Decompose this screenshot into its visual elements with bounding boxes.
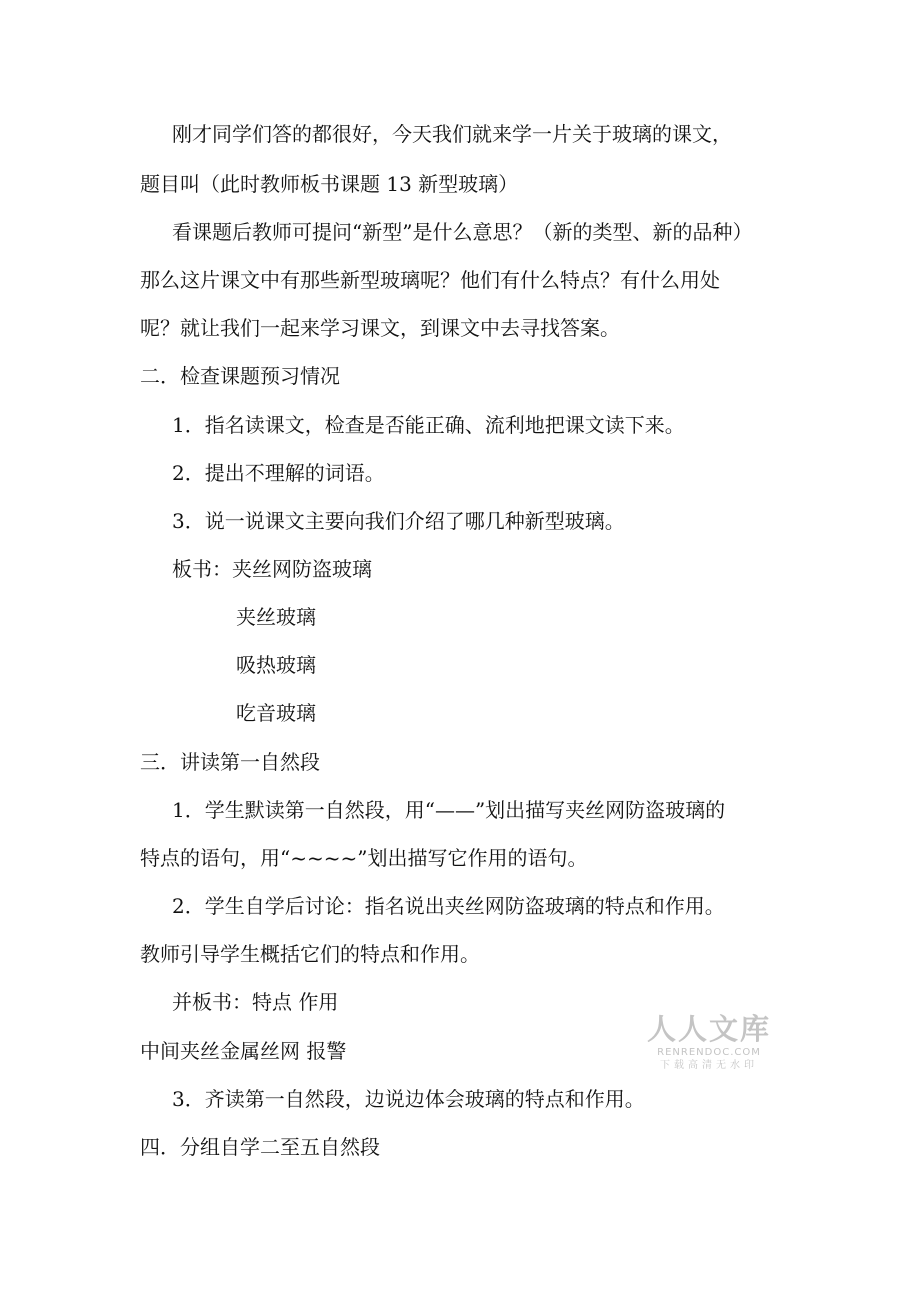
list-item: 2．提出不理解的词语。 xyxy=(172,461,385,485)
blackboard-note-item: 吸热玻璃 xyxy=(236,653,316,677)
paragraph-line: 教师引导学生概括它们的特点和作用。 xyxy=(140,942,480,966)
list-item: 3．说一说课文主要向我们介绍了哪几种新型玻璃。 xyxy=(172,509,625,533)
paragraph-line: 题目叫（此时教师板书课题 13 新型玻璃） xyxy=(140,172,519,196)
paragraph-line: 呢？就让我们一起来学习课文，到课文中去寻找答案。 xyxy=(140,316,620,340)
blackboard-note: 并板书：特点 作用 xyxy=(172,990,339,1014)
section-heading: 二．检查课题预习情况 xyxy=(140,364,340,388)
watermark xyxy=(646,1012,772,1072)
list-item: 1．学生默读第一自然段，用“——”划出描写夹丝网防盗玻璃的 xyxy=(172,798,726,822)
paragraph-line: 看课题后教师可提问“新型”是什么意思？（新的类型、新的品种） xyxy=(172,220,753,244)
section-heading: 三．讲读第一自然段 xyxy=(140,750,320,774)
watermark-title: 人人文库 xyxy=(646,1012,771,1046)
paragraph-line: 那么这片课文中有那些新型玻璃呢？他们有什么特点？有什么用处 xyxy=(140,268,720,292)
paragraph-line: 刚才同学们答的都很好，今天我们就来学一片关于玻璃的课文， xyxy=(172,122,732,146)
section-heading: 四．分组自学二至五自然段 xyxy=(140,1135,380,1159)
watermark-domain: RENRENDOC.COM xyxy=(657,1047,761,1058)
paragraph-line: 特点的语句，用“~~~~”划出描写它作用的语句。 xyxy=(140,846,588,870)
list-item: 1．指名读课文，检查是否能正确、流利地把课文读下来。 xyxy=(172,413,685,437)
blackboard-note: 板书：夹丝网防盗玻璃 xyxy=(172,557,372,581)
watermark-tagline: 下载高清无水印 xyxy=(660,1060,758,1071)
list-item: 3．齐读第一自然段，边说边体会玻璃的特点和作用。 xyxy=(172,1087,645,1111)
blackboard-note-item: 夹丝玻璃 xyxy=(236,605,316,629)
list-item: 2．学生自学后讨论：指名说出夹丝网防盗玻璃的特点和作用。 xyxy=(172,894,725,918)
blackboard-note-item: 中间夹丝金属丝网 报警 xyxy=(140,1039,347,1063)
blackboard-note-item: 吃音玻璃 xyxy=(236,701,316,725)
